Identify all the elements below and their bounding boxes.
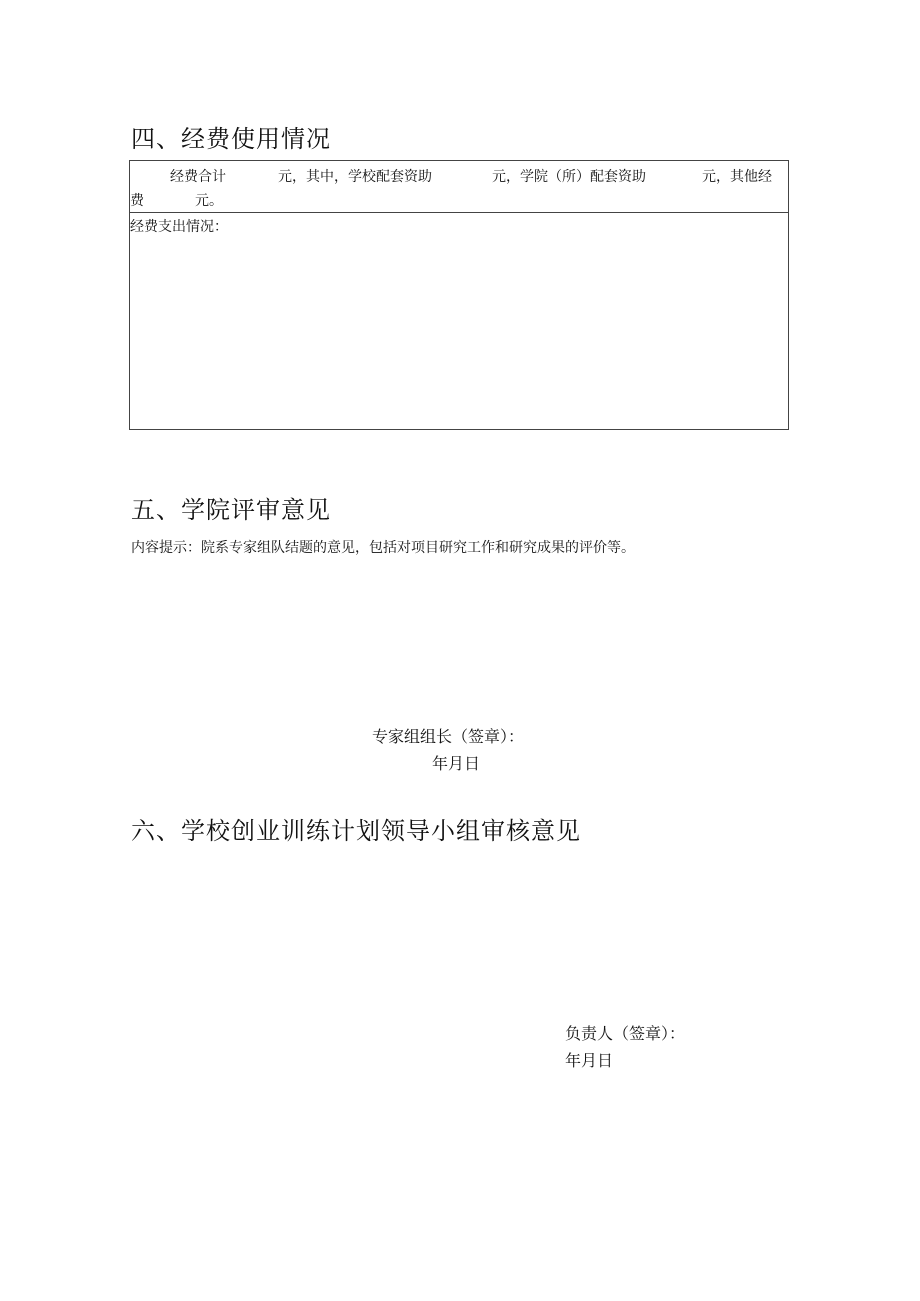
- other-funding-unit: 元。: [195, 193, 223, 209]
- expert-date-label: 年月日: [432, 754, 481, 773]
- total-funding-label: 经费合计: [170, 169, 226, 185]
- other-funding-label: 元，其他经: [702, 169, 772, 185]
- expense-details-label: 经费支出情况：: [130, 219, 228, 235]
- responsible-signature-label: 负责人（签章）：: [565, 1024, 686, 1043]
- responsible-date-label: 年月日: [565, 1051, 614, 1070]
- section6-title: 六、学校创业训练计划领导小组审核意见: [131, 817, 581, 845]
- funding-summary-row: [130, 161, 788, 213]
- expert-leader-signature-label: 专家组组长（签章）：: [372, 727, 525, 746]
- college-funding-label: 元，学院（所）配套资助: [492, 169, 646, 185]
- other-funding-label-cont: 费: [130, 193, 144, 209]
- funding-table: [129, 160, 789, 430]
- section4-title: 四、经费使用情况: [131, 125, 331, 153]
- section5-title: 五、学院评审意见: [131, 496, 331, 524]
- content-hint: 内容提示：院系专家组队结题的意见，包括对项目研究工作和研究成果的评价等。: [131, 540, 635, 556]
- school-funding-label: 元，其中，学校配套资助: [278, 169, 432, 185]
